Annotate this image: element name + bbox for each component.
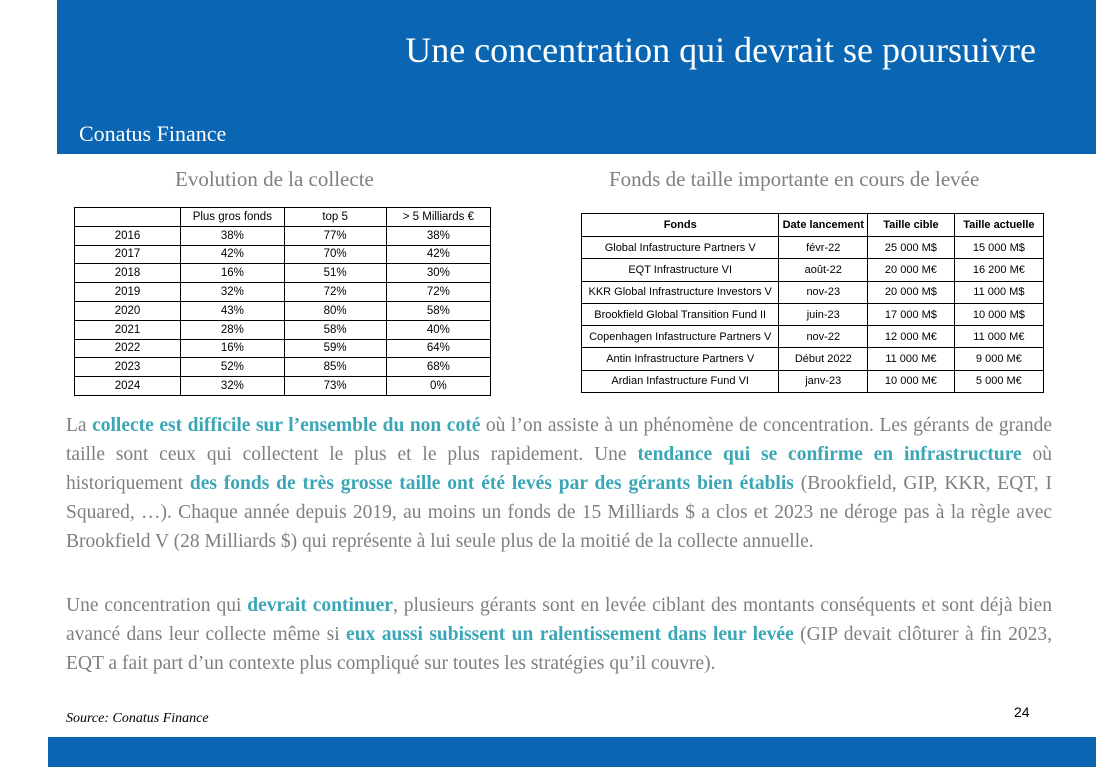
table-cell: 42%: [181, 245, 284, 264]
table-cell: 2019: [75, 283, 181, 302]
table-cell: 11 000 M$: [954, 281, 1043, 303]
table-cell: 10 000 M$: [954, 303, 1043, 325]
table-cell: 80%: [284, 301, 386, 320]
table-cell: 73%: [284, 377, 386, 396]
highlighted-text: tendance qui se confirme en infrastructure: [637, 444, 1022, 465]
column-header: > 5 Milliards €: [386, 208, 490, 227]
table-cell: nov-22: [779, 326, 868, 348]
table-cell: juin-23: [779, 303, 868, 325]
table-cell: 2022: [75, 339, 181, 358]
table-cell: 72%: [386, 283, 490, 302]
table-cell: 25 000 M$: [868, 237, 955, 259]
table-cell: janv-23: [779, 370, 868, 392]
table-cell: 16%: [181, 264, 284, 283]
table-row: [75, 283, 491, 302]
table-row: [75, 245, 491, 264]
table-cell: 5 000 M€: [954, 370, 1043, 392]
footer-bar: [48, 737, 1096, 767]
collecte-table-title: Evolution de la collecte: [175, 167, 374, 191]
table-cell: 2020: [75, 301, 181, 320]
table-cell: 12 000 M€: [868, 326, 955, 348]
page-number: 24: [1014, 704, 1030, 720]
table-cell: 68%: [386, 358, 490, 377]
body-text: , plusieurs gérants sont en levée ciblant des montants conséquents et sont déjà bien avancé dans leur collecte même si: [66, 595, 1052, 645]
table-cell: 52%: [181, 358, 284, 377]
table-row: [75, 377, 491, 396]
header-banner: [57, 0, 1096, 154]
body-text: où l’on assiste à un phénomène de concentration. Les gérants de grande taille sont ceux qui collectent le plus et le plus rapidement. Une: [66, 415, 1052, 465]
page-title: Une concentration qui devrait se poursuivre: [405, 30, 1036, 70]
table-cell: Brookfield Global Transition Fund II: [582, 303, 779, 325]
fonds-table-title: Fonds de taille importante en cours de levée: [609, 167, 980, 191]
table-row: [582, 237, 1044, 259]
highlighted-text: des fonds de très grosse taille ont été levés par des gérants bien établis: [189, 473, 794, 494]
body-text: où historiquement: [66, 444, 1053, 494]
table-cell: Antin Infrastructure Partners V: [582, 348, 779, 370]
table-cell: 32%: [181, 283, 284, 302]
table-row: [75, 320, 491, 339]
table-cell: 38%: [181, 226, 284, 245]
table-cell: 77%: [284, 226, 386, 245]
table-row: [582, 348, 1044, 370]
body-text: La: [66, 415, 93, 436]
table-cell: Global Infastructure Partners V: [582, 237, 779, 259]
table-cell: 11 000 M€: [868, 348, 955, 370]
page-subtitle: Conatus Finance: [79, 121, 227, 146]
table-cell: 28%: [181, 320, 284, 339]
fonds-table: [581, 213, 1044, 393]
table-cell: 42%: [386, 245, 490, 264]
table-cell: 2024: [75, 377, 181, 396]
body-text: (Brookfield, GIP, KKR, EQT, I Squared, …). Chaque année depuis 2019, au moins un fonds de 15 Milliards $ a clos et 2023 ne déroge pas à la règle avec Brookfield V (28 Milliards $) qui représente à lui seule plus de la moitié de la collecte annuelle.: [66, 473, 1052, 552]
column-header: Date lancement: [779, 214, 868, 237]
table-cell: 70%: [284, 245, 386, 264]
table-cell: 0%: [386, 377, 490, 396]
table-cell: 43%: [181, 301, 284, 320]
table-row: [582, 259, 1044, 281]
table-row: [75, 301, 491, 320]
paragraph-collecte: [66, 411, 1052, 556]
highlighted-text: collecte est difficile sur l’ensemble du non coté: [92, 415, 481, 436]
table-cell: 40%: [386, 320, 490, 339]
table-row: [75, 226, 491, 245]
table-cell: 51%: [284, 264, 386, 283]
table-row: [582, 370, 1044, 392]
table-cell: 2021: [75, 320, 181, 339]
column-header: Taille cible: [868, 214, 955, 237]
table-cell: 72%: [284, 283, 386, 302]
table-cell: 2017: [75, 245, 181, 264]
table-row: [75, 339, 491, 358]
column-header: Fonds: [582, 214, 779, 237]
table-cell: 58%: [284, 320, 386, 339]
column-header: [75, 208, 181, 227]
table-cell: Copenhagen Infastructure Partners V: [582, 326, 779, 348]
table-cell: 2016: [75, 226, 181, 245]
table-cell: KKR Global Infrastructure Investors V: [582, 281, 779, 303]
table-cell: 20 000 M€: [868, 259, 955, 281]
table-row: [582, 281, 1044, 303]
table-cell: 17 000 M$: [868, 303, 955, 325]
table-cell: 16 200 M€: [954, 259, 1043, 281]
column-header: Taille actuelle: [954, 214, 1043, 237]
table-cell: 9 000 M€: [954, 348, 1043, 370]
paragraph-concentration: [66, 591, 1052, 678]
table-row: [582, 326, 1044, 348]
table-row: [75, 358, 491, 377]
table-cell: févr-22: [779, 237, 868, 259]
table-cell: 30%: [386, 264, 490, 283]
table-cell: 10 000 M€: [868, 370, 955, 392]
table-cell: août-22: [779, 259, 868, 281]
table-cell: 16%: [181, 339, 284, 358]
table-cell: 20 000 M$: [868, 281, 955, 303]
table-cell: 59%: [284, 339, 386, 358]
highlighted-text: devrait continuer: [247, 595, 393, 616]
table-cell: 11 000 M€: [954, 326, 1043, 348]
table-row: [75, 264, 491, 283]
table-row: [582, 303, 1044, 325]
column-header: top 5: [284, 208, 386, 227]
source-note: Source: Conatus Finance: [66, 711, 209, 726]
table-cell: Ardian Infastructure Fund VI: [582, 370, 779, 392]
table-cell: 2018: [75, 264, 181, 283]
table-cell: 2023: [75, 358, 181, 377]
body-text: (GIP devait clôturer à fin 2023, EQT a fait part d’un contexte plus compliqué sur toutes les stratégies qu’il couvre).: [66, 624, 1052, 674]
highlighted-text: eux aussi subissent un ralentissement dans leur levée: [346, 624, 794, 645]
table-cell: 85%: [284, 358, 386, 377]
table-cell: 58%: [386, 301, 490, 320]
table-cell: nov-23: [779, 281, 868, 303]
table-cell: 64%: [386, 339, 490, 358]
table-cell: Début 2022: [779, 348, 868, 370]
table-cell: EQT Infrastructure VI: [582, 259, 779, 281]
table-cell: 15 000 M$: [954, 237, 1043, 259]
table-cell: 38%: [386, 226, 490, 245]
column-header: Plus gros fonds: [181, 208, 284, 227]
collecte-table: [74, 207, 491, 396]
body-text: Une concentration qui: [66, 595, 248, 616]
table-cell: 32%: [181, 377, 284, 396]
